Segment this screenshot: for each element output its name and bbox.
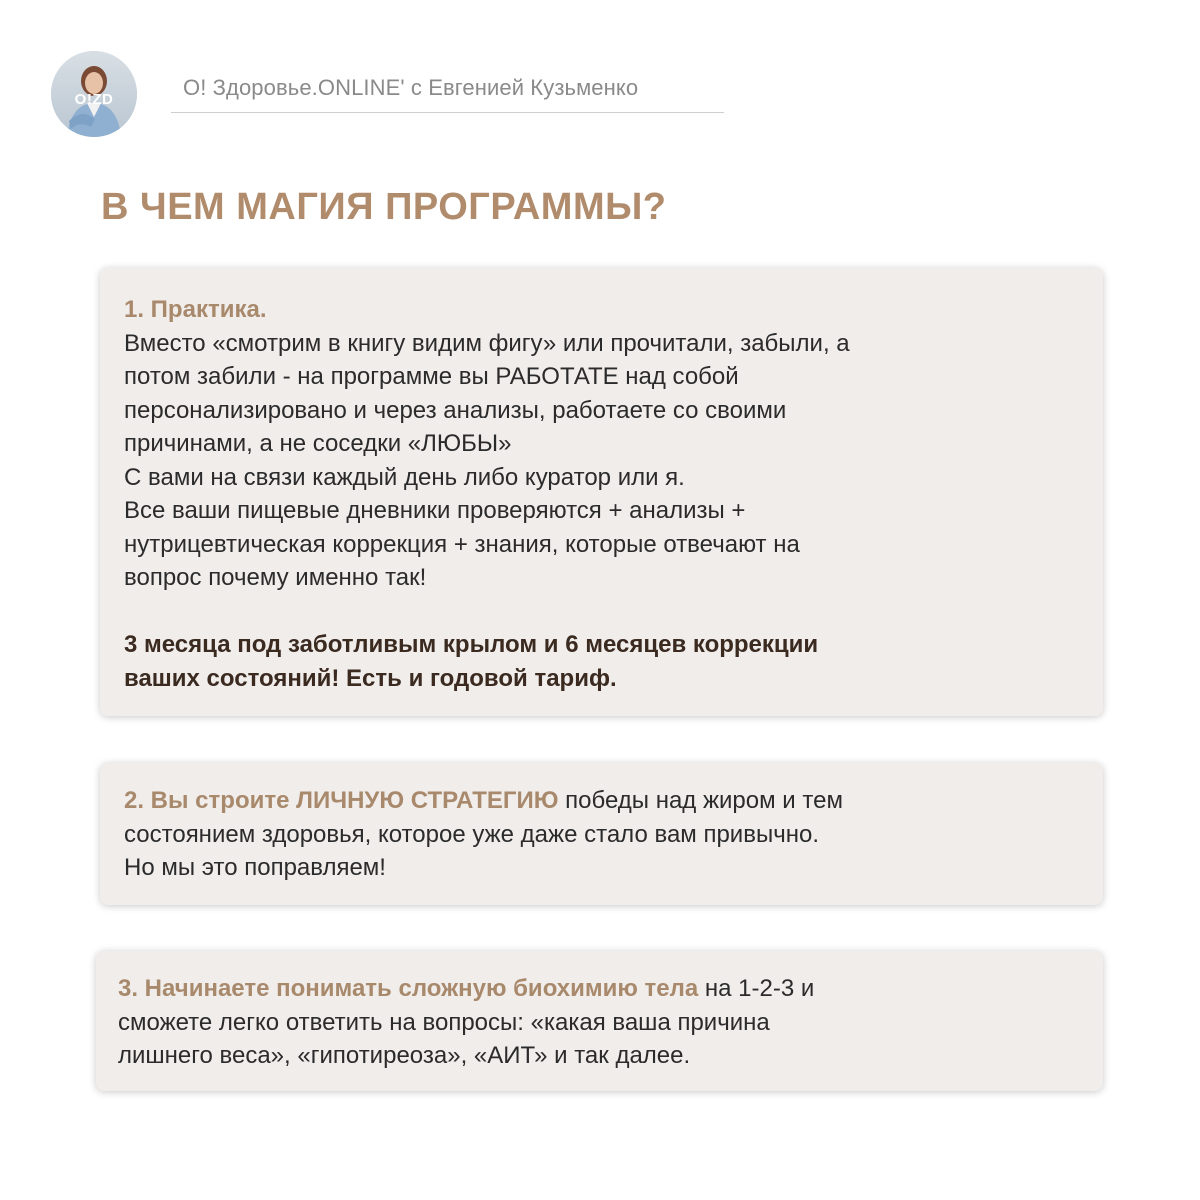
card-heading: 1. Практика. bbox=[124, 296, 267, 323]
card-text-line: вопрос почему именно так! bbox=[124, 564, 427, 591]
card-heading: 2. Вы строите ЛИЧНУЮ СТРАТЕГИЮ bbox=[124, 787, 559, 814]
card-text-line: персонализировано и через анализы, работаете со своими bbox=[124, 396, 787, 424]
card-text-line: потом забили - на программе вы РАБОТАТЕ над собой bbox=[124, 363, 739, 390]
card-biochemistry bbox=[96, 951, 1103, 1091]
card-text-line: причинами, а не соседки «ЛЮБЫ» bbox=[124, 430, 512, 457]
card-first-line bbox=[124, 784, 1083, 818]
card-text-line: С вами на связи каждый день либо куратор или я. bbox=[124, 463, 685, 491]
card-text-line: сможете легко ответить на вопросы: «какая ваша причина bbox=[118, 1008, 770, 1036]
card-text-line: лишнего веса», «гипотиреоза», «АИТ» и так далее. bbox=[118, 1042, 691, 1069]
card-heading-tail: победы над жиром и тем bbox=[558, 787, 843, 814]
page-title: В ЧЕМ МАГИЯ ПРОГРАММЫ? bbox=[101, 186, 667, 228]
card-strategy bbox=[100, 763, 1103, 905]
paragraph-spacer bbox=[124, 595, 1083, 629]
card-first-line bbox=[118, 972, 1083, 1006]
card-text-line: состоянием здоровья, которое уже даже стало вам привычно. bbox=[124, 820, 819, 848]
card-heading-tail: на 1-2-3 и bbox=[698, 975, 815, 1002]
card-heading: 3. Начинаете понимать сложную биохимию тела bbox=[118, 975, 699, 1002]
card-text-line: Но мы это поправляем! bbox=[124, 854, 386, 881]
avatar[interactable] bbox=[51, 51, 137, 137]
profile-header bbox=[0, 0, 1200, 140]
card-text-line: Все ваши пищевые дневники проверяются + анализы + bbox=[124, 497, 746, 524]
card-practice bbox=[100, 268, 1103, 716]
card-text-line: Вместо «смотрим в книгу видим фигу» или прочитали, забыли, а bbox=[124, 329, 850, 357]
card-emphasis-line: 3 месяца под заботливым крылом и 6 месяцев коррекции bbox=[124, 631, 819, 658]
card-text-line: нутрицевтическая коррекция + знания, которые отвечают на bbox=[124, 530, 800, 558]
account-name[interactable]: O! Здоровье.ONLINE' с Евгенией Кузьменко bbox=[183, 75, 639, 100]
card-emphasis-line: ваших состояний! Есть и годовой тариф. bbox=[124, 664, 617, 692]
avatar-logo: O!ZD bbox=[74, 91, 114, 108]
header-divider bbox=[171, 112, 724, 113]
